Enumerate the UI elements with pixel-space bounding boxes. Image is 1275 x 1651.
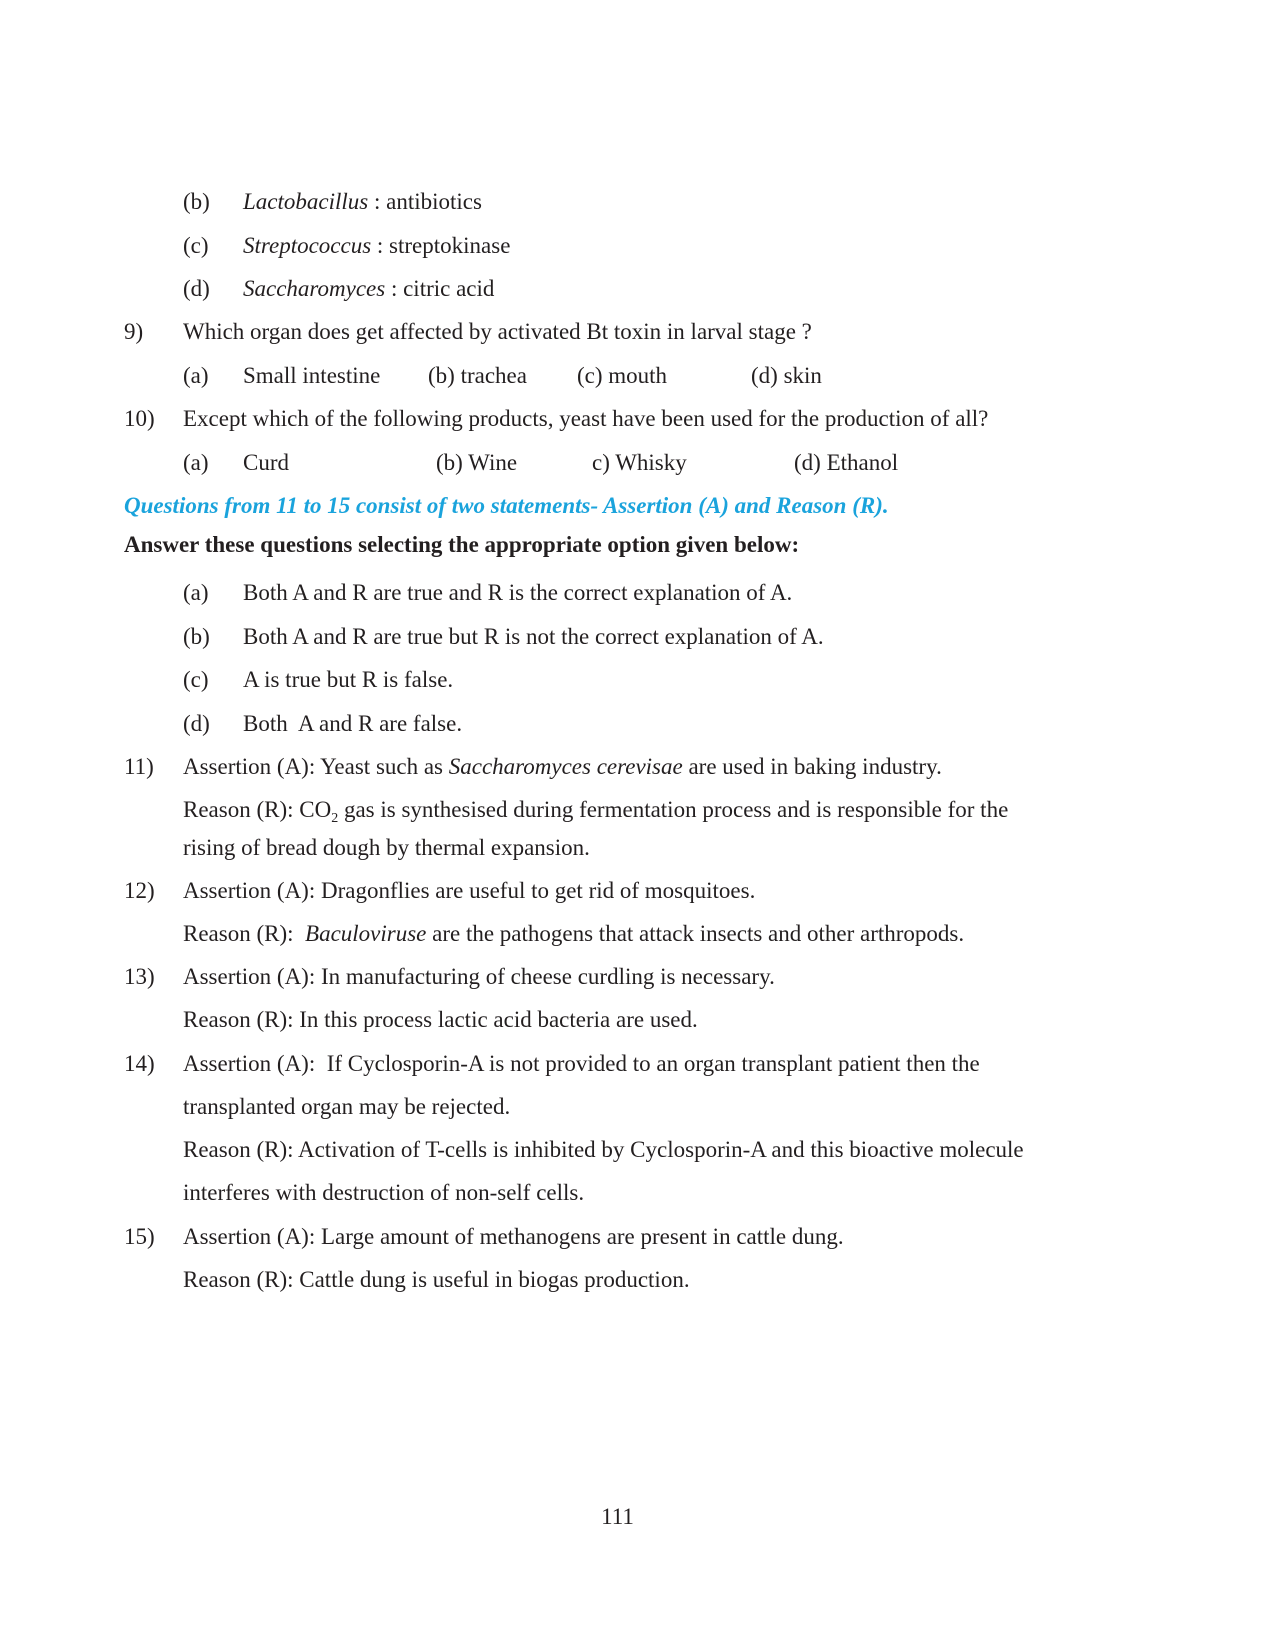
q8-option-b-text: : antibiotics <box>368 189 482 214</box>
q9-option-d: (d) skin <box>751 363 822 388</box>
q8-option-c-organism: Streptococcus <box>243 233 372 258</box>
q11-reason-subscript: 2 <box>331 811 339 826</box>
q8-option-b-organism: Lactobacillus <box>243 189 369 214</box>
q9-option-c: (c) mouth <box>577 363 668 388</box>
q11-assertion-organism: Saccharomyces cerevisae <box>448 754 683 779</box>
q8-option-c-text: : streptokinase <box>371 233 511 258</box>
ar-option-a-label: (a) <box>183 580 209 605</box>
q10-option-a: Curd <box>243 450 289 475</box>
q14-assertion-line1: Assertion (A): If Cyclosporin-A is not provided to an organ transplant patient then the <box>183 1051 980 1076</box>
q15-reason: Reason (R): Cattle dung is useful in biogas production. <box>183 1267 690 1292</box>
ar-option-b-label: (b) <box>183 624 210 649</box>
q8-option-c <box>243 232 510 260</box>
q11-assertion-pre: Assertion (A): Yeast such as <box>183 754 449 779</box>
q12-reason <box>183 920 964 948</box>
ar-option-d-label: (d) <box>183 711 210 736</box>
section-instruction: Answer these questions selecting the appropriate option given below: <box>124 532 800 557</box>
q10-question: Except which of the following products, yeast have been used for the production of all? <box>183 406 989 431</box>
q15-assertion: Assertion (A): Large amount of methanogens are present in cattle dung. <box>183 1224 844 1249</box>
q10-option-b: (b) Wine <box>436 450 518 475</box>
q11-reason-line2: rising of bread dough by thermal expansion. <box>183 835 590 860</box>
q8-option-b-label: (b) <box>183 189 210 214</box>
q12-reason-pre: Reason (R): <box>183 921 306 946</box>
q9-number: 9) <box>124 319 144 344</box>
ar-option-d: Both A and R are false. <box>243 711 463 736</box>
q11-number: 11) <box>124 754 154 779</box>
q8-option-d-label: (d) <box>183 276 210 301</box>
q15-number: 15) <box>124 1224 155 1249</box>
q14-assertion-line2: transplanted organ may be rejected. <box>183 1094 511 1119</box>
q9-option-a-label: (a) <box>183 363 209 388</box>
q12-number: 12) <box>124 878 155 903</box>
q11-reason <box>183 796 1008 824</box>
q10-number: 10) <box>124 406 155 431</box>
q14-reason-line1: Reason (R): Activation of T-cells is inhibited by Cyclosporin-A and this bioactive molecule <box>183 1137 1024 1162</box>
q10-option-a-label: (a) <box>183 450 209 475</box>
q11-assertion-post: are used in baking industry. <box>682 754 942 779</box>
q13-number: 13) <box>124 964 155 989</box>
q12-assertion: Assertion (A): Dragonflies are useful to get rid of mosquitoes. <box>183 878 756 903</box>
ar-option-b: Both A and R are true but R is not the correct explanation of A. <box>243 624 824 649</box>
ar-option-c-label: (c) <box>183 667 209 692</box>
q8-option-d-text: : citric acid <box>385 276 495 301</box>
ar-option-a: Both A and R are true and R is the correct explanation of A. <box>243 580 793 605</box>
q12-reason-organism: Baculoviruse <box>305 921 427 946</box>
q11-assertion <box>183 753 942 781</box>
ar-option-c: A is true but R is false. <box>243 667 454 692</box>
q10-option-d: (d) Ethanol <box>794 450 899 475</box>
q8-option-b <box>243 188 482 216</box>
q13-reason: Reason (R): In this process lactic acid bacteria are used. <box>183 1007 698 1032</box>
q11-reason-pre: Reason (R): CO <box>183 797 332 822</box>
q11-reason-post: gas is synthesised during fermentation process and is responsible for the <box>338 797 1009 822</box>
q10-option-c: c) Whisky <box>592 450 687 475</box>
q12-reason-post: are the pathogens that attack insects and other arthropods. <box>426 921 965 946</box>
q8-option-d-organism: Saccharomyces <box>243 276 386 301</box>
section-heading: Questions from 11 to 15 consist of two statements- Assertion (A) and Reason (R). <box>124 493 889 518</box>
page-number: 111 <box>601 1504 634 1529</box>
q9-option-a: Small intestine <box>243 363 381 388</box>
q13-assertion: Assertion (A): In manufacturing of cheese curdling is necessary. <box>183 964 775 989</box>
q9-question: Which organ does get affected by activated Bt toxin in larval stage ? <box>183 319 812 344</box>
q9-option-b: (b) trachea <box>428 363 527 388</box>
q14-number: 14) <box>124 1051 155 1076</box>
q8-option-d <box>243 275 494 303</box>
q14-reason-line2: interferes with destruction of non-self cells. <box>183 1180 585 1205</box>
q8-option-c-label: (c) <box>183 233 209 258</box>
